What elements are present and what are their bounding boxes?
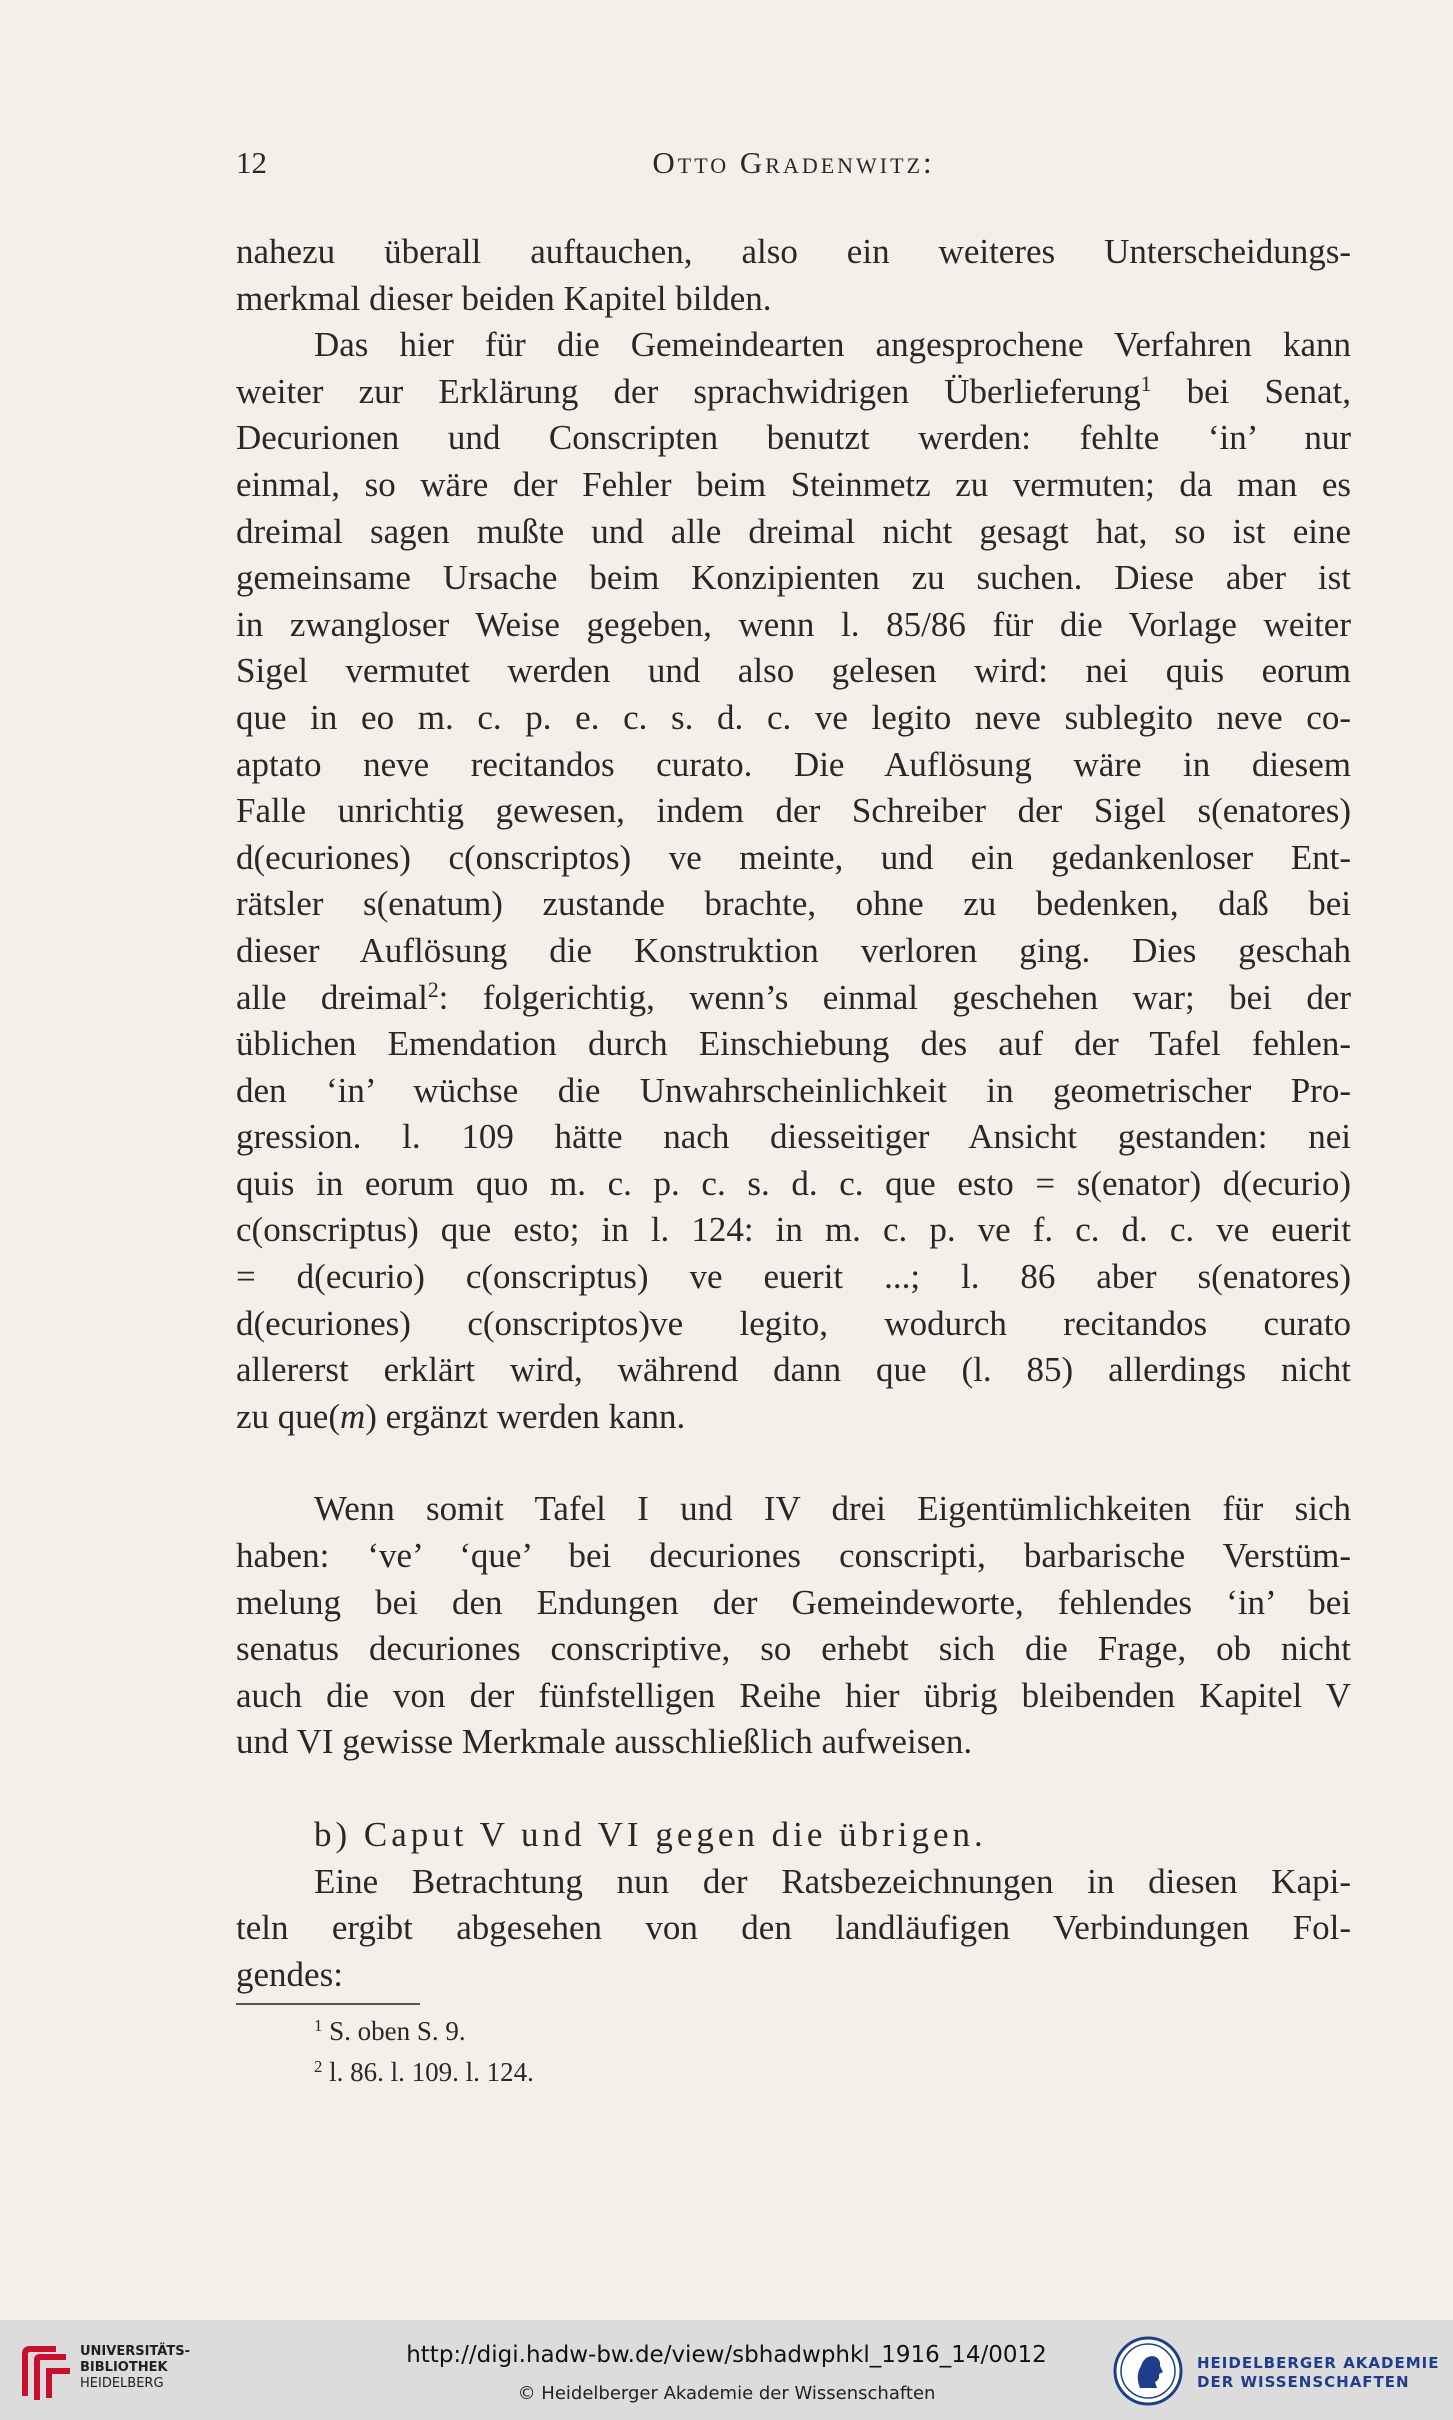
academy-name: [1197, 2354, 1440, 2392]
text-line: senatus decuriones conscriptive, so erhebt sich die Frage, ob nicht: [236, 1629, 1351, 1669]
page-number: 12: [236, 145, 267, 180]
text-line: c(onscriptus) que esto; in l. 124: in m. c. p. ve f. c. d. c. ve euerit: [236, 1210, 1351, 1250]
running-head: [236, 145, 1351, 189]
paragraph-gap: [236, 1766, 1351, 1812]
text-segment: : folgerichtig, wenn’s einmal geschehen war; bei der: [438, 977, 1351, 1017]
text-line: Decurionen und Conscripten benutzt werden: fehlte ‘in’ nur: [236, 418, 1351, 458]
text-segment: ) ergänzt werden kann.: [365, 1396, 686, 1436]
text-segment: zu que(: [236, 1396, 340, 1436]
text-line: dieser Auflösung die Konstruktion verloren ging. Dies geschah: [236, 930, 1351, 970]
text-line: Sigel vermutet werden und also gelesen wird: nei quis eorum: [236, 651, 1351, 691]
text-line: auch die von der fünfstelligen Reihe hier übrig bleibenden Kapitel V: [236, 1675, 1351, 1715]
footnote-divider: [236, 2003, 420, 2005]
footnotes: [314, 2011, 534, 2093]
library-name-line: HEIDELBERG: [80, 2376, 164, 2391]
text-line: [236, 369, 1351, 416]
footnote-ref-2: 2: [427, 977, 439, 1002]
text-line: quis in eorum quo m. c. p. c. s. d. c. que esto = s(enator) d(ecurio): [236, 1163, 1351, 1203]
text-line: haben: ‘ve’ ‘que’ bei decuriones conscripti, barbarische Verstüm-: [236, 1536, 1351, 1576]
text-line: teln ergibt abgesehen von den landläufigen Verbindungen Fol-: [236, 1908, 1351, 1948]
footnote-marker: 1: [314, 2015, 323, 2035]
text-segment: weiter zur Erklärung der sprachwidrigen Überlieferung: [236, 371, 1141, 411]
text-line: und VI gewisse Merkmale ausschließlich aufweisen.: [236, 1722, 973, 1762]
text-line: d(ecuriones) c(onscriptos)ve legito, wodurch recitandos curato: [236, 1303, 1351, 1343]
text-line: rätsler s(enatum) zustande brachte, ohne zu bedenken, daß bei: [236, 884, 1351, 924]
text-line: Eine Betrachtung nun der Ratsbezeichnungen in diesen Kapi-: [314, 1861, 1351, 1901]
text-line: dreimal sagen mußte und alle dreimal nicht gesagt hat, so ist eine: [236, 511, 1351, 551]
text-line: que in eo m. c. p. e. c. s. d. c. ve legito neve sublegito neve co-: [236, 697, 1351, 737]
text-line: melung bei den Endungen der Gemeindeworte, fehlendes ‘in’ bei: [236, 1582, 1351, 1622]
text-line: einmal, so wäre der Fehler beim Steinmetz zu vermuten; da man es: [236, 464, 1351, 504]
footnote-marker: 2: [314, 2056, 323, 2076]
text-line: merkmal dieser beiden Kapitel bilden.: [236, 278, 772, 318]
italic-text: m: [339, 1396, 366, 1436]
text-line: aptato neve recitandos curato. Die Auflösung wäre in diesem: [236, 744, 1351, 784]
text-segment: alle dreimal: [236, 977, 428, 1017]
text-line: gendes:: [236, 1954, 343, 1994]
text-line: gression. l. 109 hätte nach diesseitiger Ansicht gestanden: nei: [236, 1117, 1351, 1157]
footnote-2: [314, 2052, 534, 2093]
viewer-footer: [0, 2320, 1453, 2420]
footnote-text: l. 86. l. 109. l. 124.: [322, 2057, 534, 2087]
academy-logo[interactable]: [1113, 2336, 1440, 2406]
text-line: = d(ecurio) c(onscriptus) ve euerit ...; l. 86 aber s(enatores): [236, 1257, 1351, 1297]
academy-name-line: DER WISSENSCHAFTEN: [1197, 2373, 1410, 2391]
main-text: [236, 229, 1351, 1998]
section-heading: b) Caput V und VI gegen die übrigen.: [314, 1815, 987, 1854]
text-line: nahezu überall auftauchen, also ein weiteres Unterscheidungs-: [236, 232, 1351, 271]
paragraph-gap: [236, 1440, 1351, 1486]
library-name-line: UNIVERSITÄTS-: [80, 2344, 190, 2359]
text-line: d(ecuriones) c(onscriptos) ve meinte, und ein gedankenloser Ent-: [236, 837, 1351, 877]
text-line: [236, 1394, 1351, 1441]
text-line: üblichen Emendation durch Einschiebung des auf der Tafel fehlen-: [236, 1024, 1351, 1064]
text-line: Falle unrichtig gewesen, indem der Schreiber der Sigel s(enatores): [236, 791, 1351, 831]
footnote-1: [314, 2011, 534, 2052]
library-name-line: BIBLIOTHEK: [80, 2360, 168, 2375]
text-line: den ‘in’ wüchse die Unwahrscheinlichkeit in geometrischer Pro-: [236, 1070, 1351, 1110]
footnote-text: S. oben S. 9.: [322, 2016, 466, 2046]
running-title: Otto Gradenwitz:: [652, 145, 935, 180]
footnote-ref-1: 1: [1140, 371, 1152, 396]
text-line: gemeinsame Ursache beim Konzipienten zu suchen. Diese aber ist: [236, 558, 1351, 598]
permalink-url[interactable]: http://digi.hadw-bw.de/view/sbhadwphkl_1916_14/0012: [406, 2342, 1047, 2368]
text-line: in zwangloser Weise gegeben, wenn l. 85/86 für die Vorlage weiter: [236, 604, 1351, 644]
academy-name-line: HEIDELBERGER AKADEMIE: [1197, 2354, 1440, 2372]
academy-emblem-icon: [1113, 2336, 1183, 2406]
text-segment: bei Senat,: [1151, 371, 1351, 411]
text-line: allererst erklärt wird, während dann que (l. 85) allerdings nicht: [236, 1350, 1351, 1390]
copyright-notice: © Heidelberger Akademie der Wissenschaften: [517, 2383, 936, 2404]
text-line: [236, 975, 1351, 1022]
text-line: Das hier für die Gemeindearten angesprochene Verfahren kann: [314, 325, 1351, 365]
text-line: Wenn somit Tafel I und IV drei Eigentümlichkeiten für sich: [314, 1489, 1351, 1529]
